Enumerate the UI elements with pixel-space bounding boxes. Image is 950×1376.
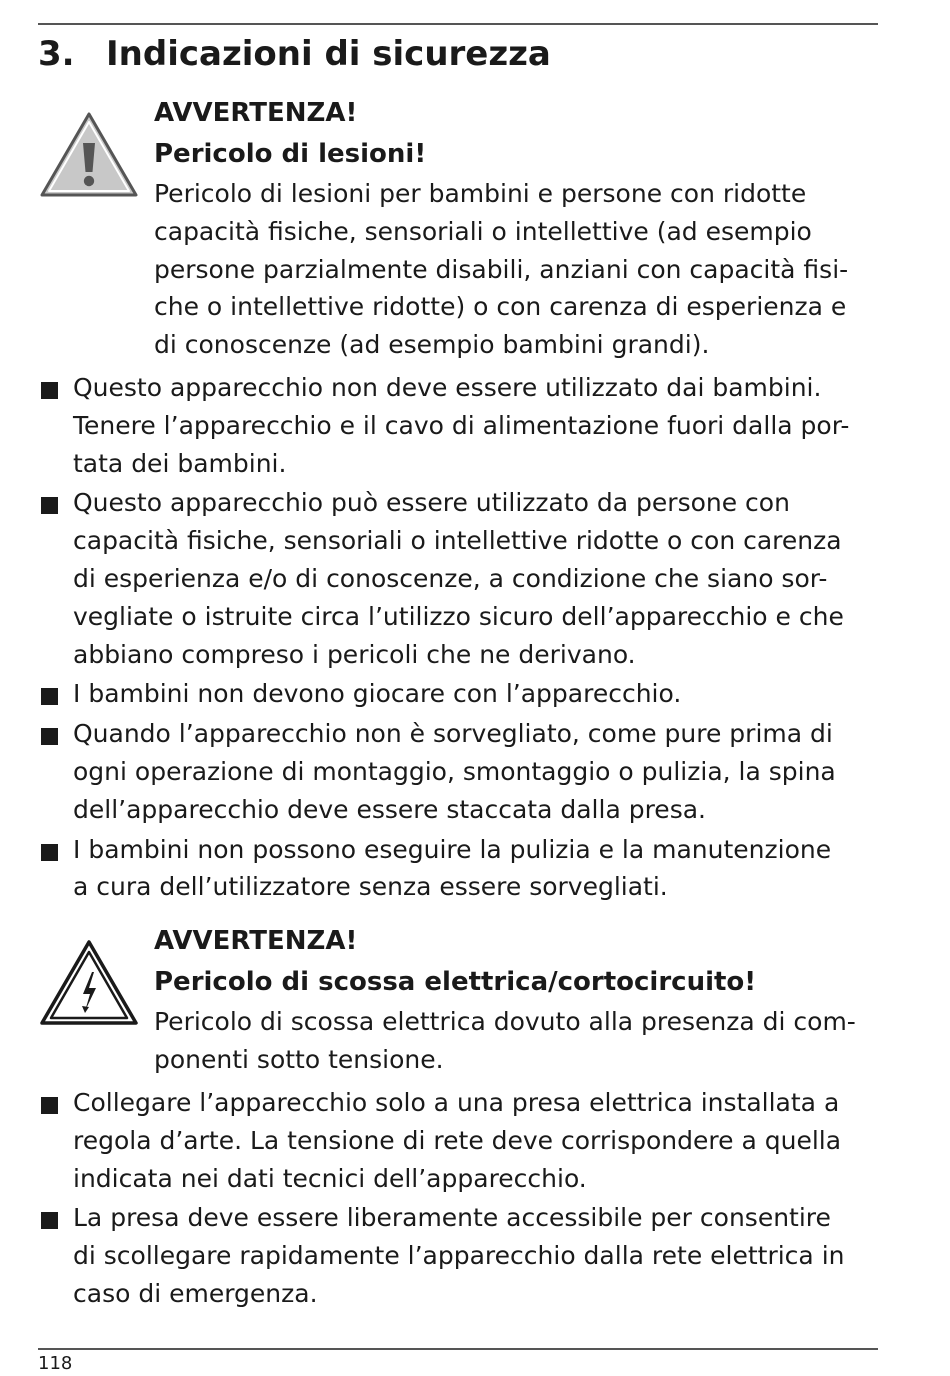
electric-shock-warning-icon (38, 938, 140, 1028)
warning-text-line: persone parzialmente disabili, anziani con capacità fisi- (154, 254, 849, 284)
warning-text-line: Pericolo di scossa elettrica dovuto alla presenza di com- (154, 1007, 856, 1036)
safety-list-injury (38, 369, 878, 906)
warning-text-line: Pericolo di lesioni per bambini e persone con ridotte (154, 179, 807, 208)
list-item: Quando l’apparecchio non è sorvegliato, come pure prima di ogni operazione di montaggio, smontaggio o pulizia, la spina dell’apparecchio deve essere staccata dalla presa. (38, 715, 878, 828)
warning-text (154, 175, 878, 364)
square-bullet-icon (41, 497, 58, 514)
list-item: I bambini non devono giocare con l’apparecchio. (38, 675, 878, 713)
warning-block-electric (154, 921, 878, 1079)
page-number: 118 (38, 1353, 73, 1374)
list-item: La presa deve essere liberamente accessibile per consentire di scollegare rapidamente l’apparecchio dalla rete elettrica in caso di emergenza. (38, 1199, 878, 1312)
warning-exclamation-icon (38, 110, 140, 200)
warning-title: AVVERTENZA! (154, 926, 358, 956)
safety-list-electric (38, 1084, 878, 1313)
top-rule (38, 23, 878, 25)
section-heading (38, 32, 551, 76)
warning-subtitle: Pericolo di lesioni! (154, 139, 427, 169)
warning-subtitle: Pericolo di scossa elettrica/cortocircuito! (154, 967, 757, 997)
warning-text-line: ponenti sotto tensione. (154, 1044, 444, 1074)
warning-text-line: che o intellettive ridotte) o con carenza di esperienza e (154, 292, 847, 322)
warning-block-injury (154, 93, 878, 364)
list-item: I bambini non possono eseguire la pulizia e la manutenzione a cura dell’utilizzatore senza essere sorvegliati. (38, 831, 878, 907)
square-bullet-icon (41, 1212, 58, 1229)
bottom-rule (38, 1348, 878, 1350)
warning-title: AVVERTENZA! (154, 98, 358, 128)
square-bullet-icon (41, 382, 58, 399)
square-bullet-icon (41, 688, 58, 705)
list-item: Questo apparecchio non deve essere utilizzato dai bambini. Tenere l’apparecchio e il cavo di alimentazione fuori dalla por- tata dei bambini. (38, 369, 878, 482)
warning-text-line: di conoscenze (ad esempio bambini grandi). (154, 330, 710, 360)
section-number: 3. (38, 34, 75, 74)
warning-text (154, 1003, 878, 1079)
section-title: Indicazioni di sicurezza (106, 34, 551, 74)
warning-text-line: capacità fisiche, sensoriali o intellettive (ad esempio (154, 216, 812, 246)
square-bullet-icon (41, 728, 58, 745)
list-item: Collegare l’apparecchio solo a una presa elettrica installata a regola d’arte. La tensione di rete deve corrispondere a quella indicata nei dati tecnici dell’apparecchio. (38, 1084, 878, 1197)
square-bullet-icon (41, 1097, 58, 1114)
list-item: Questo apparecchio può essere utilizzato da persone con capacità fisiche, sensoriali o intellettive ridotte o con carenza di esperienza e/o di conoscenze, a condizione che siano sor- vegliate o istruite circa l’utilizzo sicuro dell’apparecchio e che abbiano compreso i pericoli che ne derivano. (38, 484, 878, 673)
square-bullet-icon (41, 844, 58, 861)
